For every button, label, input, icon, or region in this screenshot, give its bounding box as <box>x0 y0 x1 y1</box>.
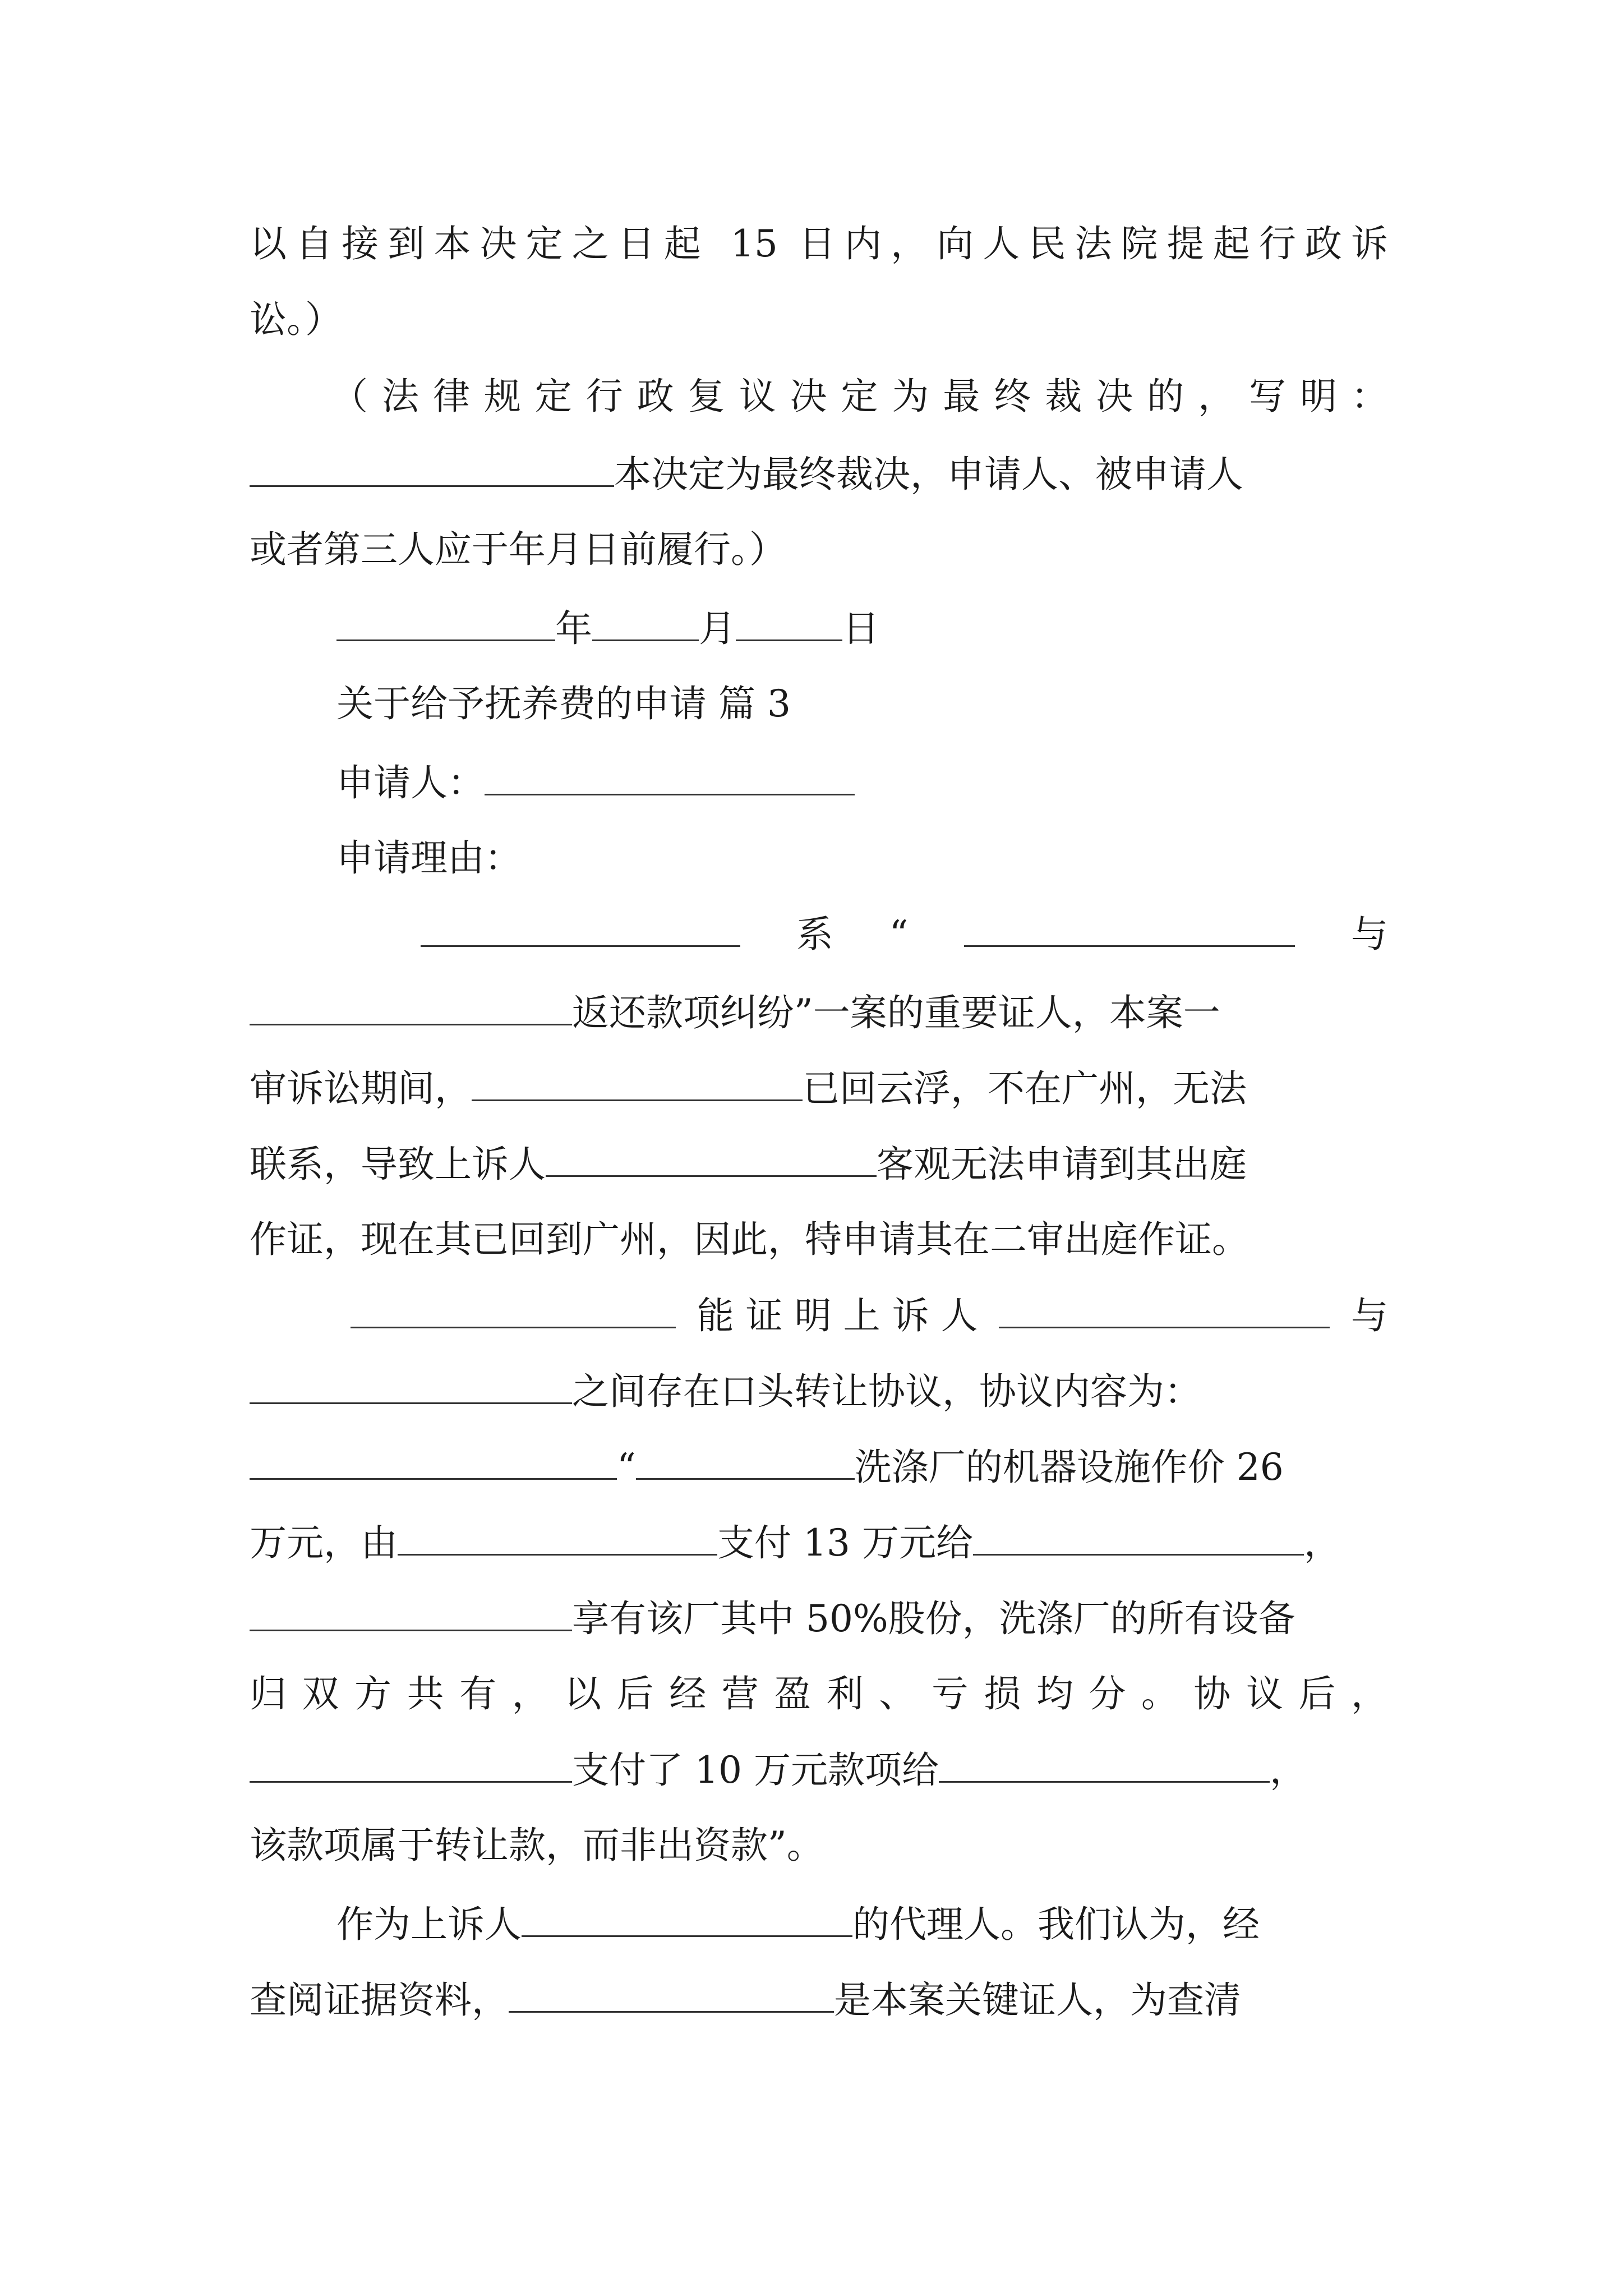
blank-underline <box>485 749 855 795</box>
blank-underline <box>421 900 740 947</box>
paragraph-line: 之间存在口头转让协议，协议内容为： <box>250 1358 1388 1425</box>
paragraph-line: 万元，由 支付 13 万元给 ， <box>250 1509 1388 1576</box>
blank-underline <box>250 979 572 1025</box>
blank-underline <box>546 1130 877 1177</box>
paragraph-line: 讼。） <box>250 298 342 341</box>
blank-underline <box>250 1736 572 1783</box>
blank-underline <box>336 595 555 641</box>
paragraph-line: 查阅证据资料， 是本案关键证人，为查清 <box>250 1966 1388 2033</box>
blank-underline <box>250 440 614 487</box>
blank-underline <box>509 1966 834 2013</box>
paragraph-line: 系 “ 与 <box>421 900 1388 968</box>
blank-underline <box>250 1358 572 1404</box>
blank-underline <box>351 1282 676 1328</box>
blank-underline <box>999 1282 1330 1328</box>
heading-reason: 申请理由： <box>336 836 522 880</box>
section-title: 关于给予抚养费的申请 篇 3 <box>336 682 791 725</box>
blank-underline <box>250 1585 572 1631</box>
paragraph-line: 审诉讼期间， 已回云浮，不在广州，无法 <box>250 1055 1388 1122</box>
blank-underline <box>636 1433 855 1480</box>
paragraph-line: “ 洗涤厂的机器设施作价 26 <box>250 1433 1388 1501</box>
blank-underline <box>939 1736 1270 1783</box>
paragraph-line: 作证，现在其已回到广州，因此，特申请其在二审出庭作证。 <box>250 1218 1249 1261</box>
paragraph-line: 返还款项纠纷”一案的重要证人，本案一 <box>250 979 1388 1046</box>
paragraph-line: 联系，导致上诉人 客观无法申请到其出庭 <box>250 1130 1388 1198</box>
blank-underline <box>592 595 699 641</box>
blank-underline <box>250 1433 617 1480</box>
date-line: 年 月 日 <box>336 595 1475 662</box>
paragraph-line: 归双方共有，以后经营盈利、亏损均分。协议后， <box>250 1672 1388 1715</box>
paragraph-line: 能 证 明 上 诉 人 与 <box>351 1282 1388 1349</box>
paragraph-line: 本决定为最终裁决，申请人、被申请人 <box>250 440 1388 508</box>
paragraph-line: （法律规定行政复议决定为最终裁决的，写明： <box>331 375 1388 418</box>
blank-underline <box>964 900 1295 947</box>
paragraph-line: 支付了 10 万元款项给 ， <box>250 1736 1388 1803</box>
blank-underline <box>398 1509 717 1556</box>
paragraph-line: 享有该厂其中 50%股份，洗涤厂的所有设备 <box>250 1585 1388 1652</box>
blank-underline <box>522 1890 852 1937</box>
blank-underline <box>973 1509 1304 1556</box>
paragraph-line: 作为上诉人 的代理人。我们认为，经 <box>336 1890 1388 1958</box>
applicant-line: 申请人： <box>336 749 1475 816</box>
blank-underline <box>736 595 842 641</box>
paragraph-line: 以自接到本决定之日起 15 日内，向人民法院提起行政诉 <box>250 222 1388 265</box>
paragraph-line: 或者第三人应于年月日前履行。） <box>250 528 786 571</box>
paragraph-line: 该款项属于转让款，而非出资款”。 <box>250 1824 824 1867</box>
blank-underline <box>472 1055 803 1101</box>
